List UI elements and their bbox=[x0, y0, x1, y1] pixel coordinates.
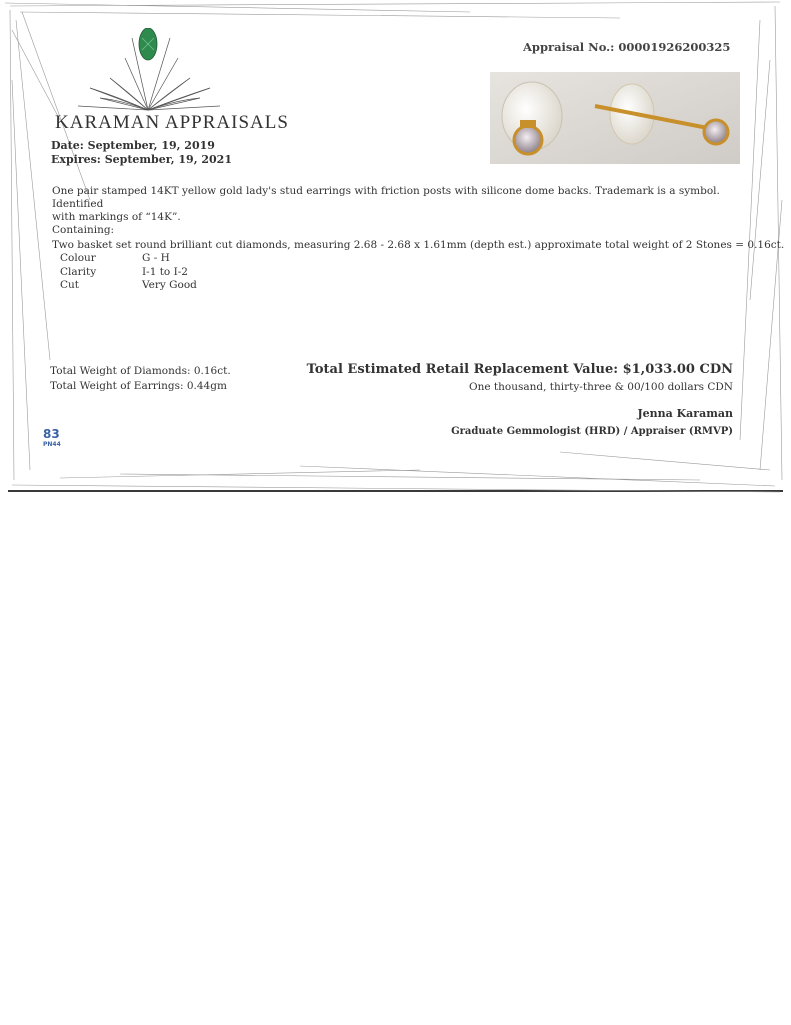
earring-weight: Total Weight of Earrings: 0.44gm bbox=[50, 380, 227, 392]
description-line-2: with markings of “14K”. bbox=[52, 211, 181, 223]
grade-row-colour bbox=[60, 252, 197, 266]
weight-totals bbox=[50, 364, 231, 394]
signer-block bbox=[451, 407, 733, 437]
grade-label: Clarity bbox=[60, 265, 97, 278]
grading-list bbox=[60, 252, 197, 293]
expiry-date: Expires: September, 19, 2021 bbox=[51, 153, 232, 166]
appraisal-date: Date: September, 19, 2019 bbox=[51, 139, 215, 152]
valuation-block bbox=[307, 362, 733, 393]
replacement-value: Total Estimated Retail Replacement Value: $1,033.00 CDN bbox=[306, 362, 733, 377]
grade-row-clarity bbox=[60, 266, 197, 280]
appraisal-dates bbox=[51, 139, 232, 167]
value-in-words: One thousand, thirty-three & 00/100 dollars CDN bbox=[469, 381, 733, 393]
diamond-weight: Total Weight of Diamonds: 0.16ct. bbox=[50, 365, 231, 377]
item-description bbox=[52, 185, 742, 237]
signer-name: Jenna Karaman bbox=[637, 407, 733, 420]
grade-value: G - H bbox=[142, 252, 170, 264]
appraisal-number: Appraisal No.: 0000192620032​5 bbox=[523, 40, 731, 54]
brand-name: KARAMAN APPRAISALS bbox=[55, 112, 289, 133]
description-line-3: Containing: bbox=[52, 224, 115, 236]
earrings-photo bbox=[490, 72, 740, 164]
grade-value: I-1 to I-2 bbox=[142, 265, 188, 278]
leaf-logo bbox=[70, 28, 230, 114]
stamp-code: PN44 bbox=[43, 441, 61, 448]
stones-summary: Two basket set round brilliant cut diamonds, measuring 2.68 - 2.68 x 1.61mm (depth est.) approximate total weight of 2 Stones = 0.16ct. bbox=[52, 239, 785, 251]
grade-row-cut bbox=[60, 279, 197, 293]
grade-label: Cut bbox=[60, 279, 80, 291]
grade-value: Very Good bbox=[142, 279, 197, 291]
grade-label: Colour bbox=[60, 252, 96, 264]
stamp-number: 83 bbox=[43, 427, 60, 441]
signer-title: Graduate Gemmologist (HRD) / Appraiser (RMVP) bbox=[451, 426, 733, 437]
page-stamp bbox=[43, 427, 61, 449]
description-line-1: One pair stamped 14KT yellow gold lady's stud earrings with friction posts with silicone dome backs. Trademark is a symbol. Identified bbox=[52, 185, 720, 210]
